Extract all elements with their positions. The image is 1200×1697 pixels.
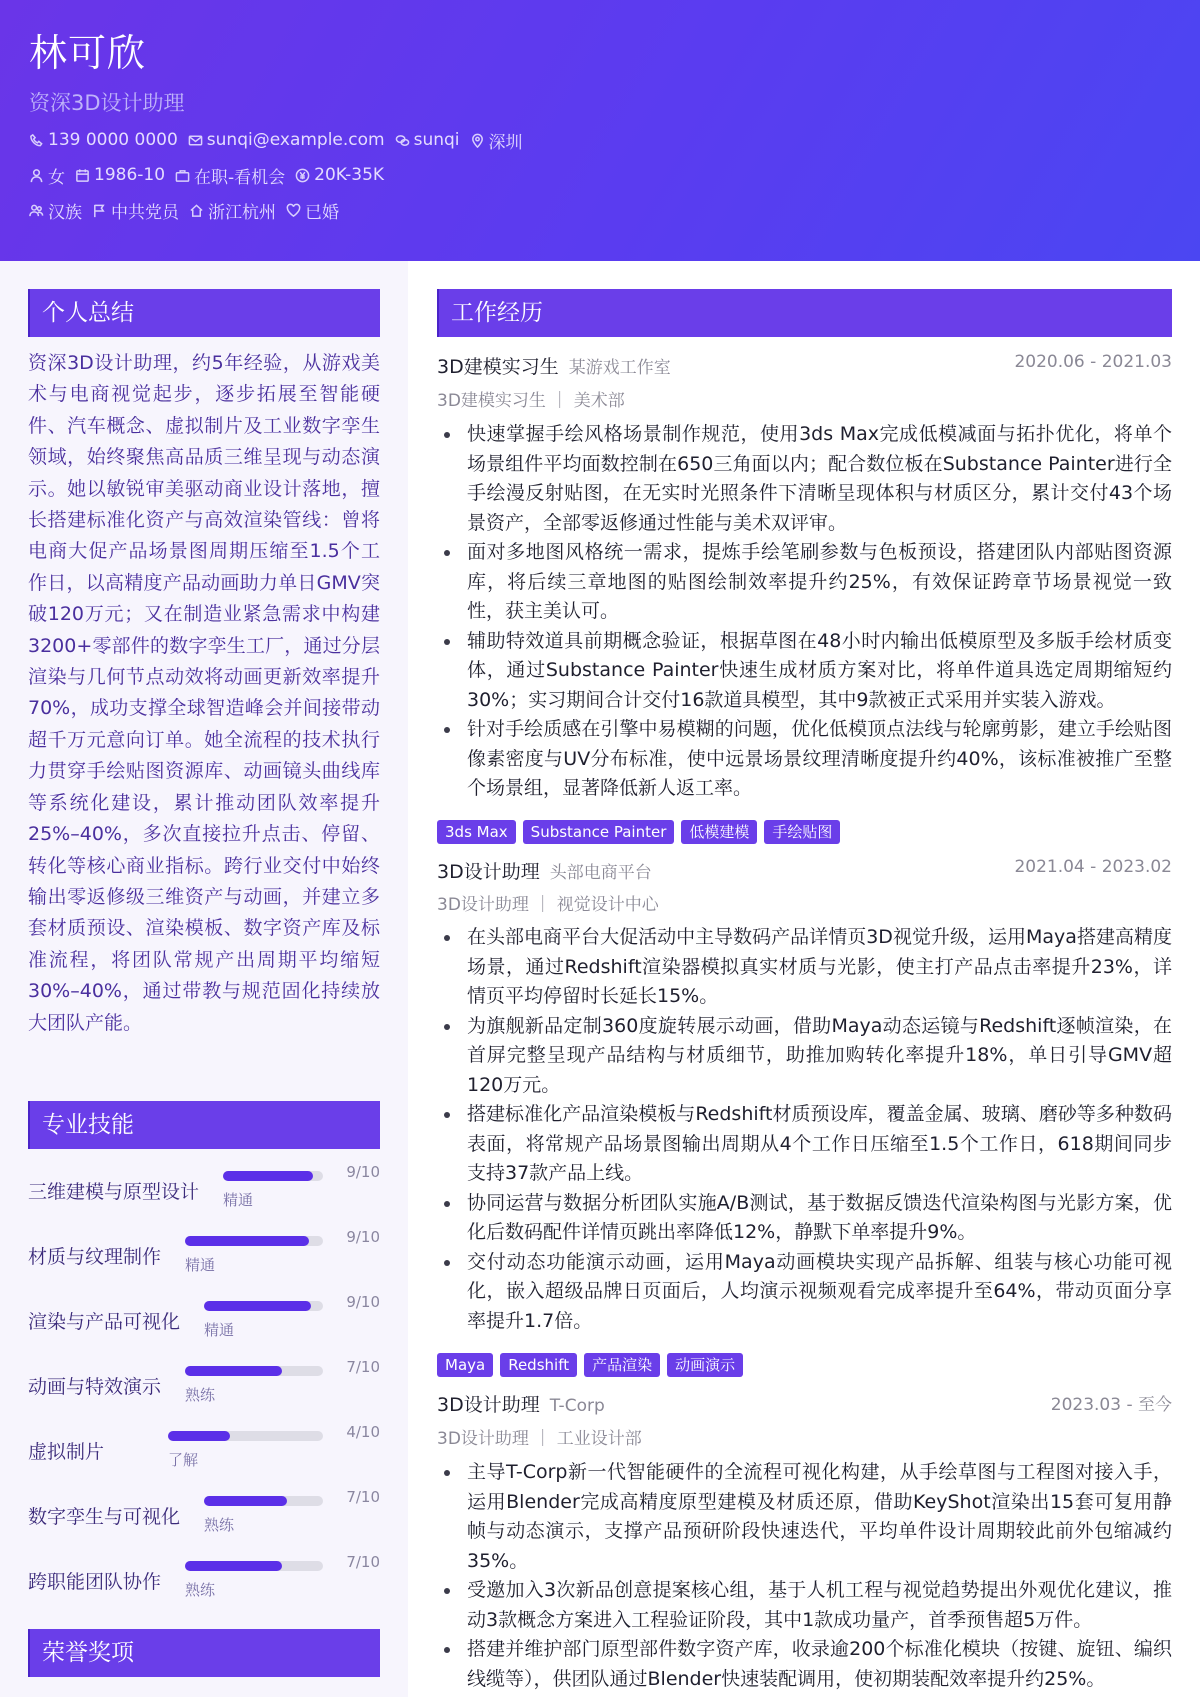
candidate-title: 资深3D设计助理 — [29, 91, 185, 115]
experience-heading: 工作经历 — [437, 289, 1172, 337]
skill-bar-fill — [185, 1366, 282, 1376]
skill-bar-fill — [204, 1301, 311, 1311]
hometown-item — [189, 198, 276, 223]
wechat-icon — [395, 133, 410, 148]
skill-tag: 动画演示 — [667, 1353, 743, 1377]
skill-name: 三维建模与原型设计 — [28, 1181, 200, 1203]
status-text: 在职-看机会 — [194, 167, 286, 188]
job-subtitle: 3D设计助理 ｜ 工业设计部 — [437, 1429, 642, 1449]
skill-level: 熟练 — [185, 1581, 216, 1599]
phone-item[interactable] — [29, 130, 178, 150]
person-icon — [29, 168, 44, 183]
skill-bar — [168, 1431, 323, 1441]
skill-score: 9/10 — [346, 1163, 380, 1181]
job-header — [437, 1390, 1172, 1416]
phone-text: 139 0000 0000 — [48, 130, 178, 150]
job-title: 3D设计助理 — [437, 861, 540, 883]
skill-tag: 低模建模 — [681, 820, 757, 844]
job-tags — [437, 820, 847, 844]
heart-icon — [286, 203, 301, 218]
skill-level: 熟练 — [185, 1386, 216, 1404]
skill-score: 9/10 — [346, 1228, 380, 1246]
skill-bar — [223, 1171, 323, 1181]
skill-tag: 产品渲染 — [584, 1353, 660, 1377]
skill-level: 了解 — [168, 1451, 199, 1469]
job-title: 3D建模实习生 — [437, 356, 559, 378]
job-dates: 2021.04 - 2023.02 — [1014, 857, 1172, 877]
skill-bar-fill — [185, 1561, 282, 1571]
bullet-item: 快速掌握手绘风格场景制作规范，使用3ds Max完成低模减面与拓扑优化，将单个场景组件平均面数控制在650三角面以内；配合数位板在Substance Painter进行全手绘漫反射贴图，在无实时光照条件下清晰呈现体积与材质区分，累计交付43个场景资产，全部零返修通过性能与美术双评审。 — [437, 420, 1172, 538]
job-bullets — [437, 420, 1172, 804]
skill-item — [28, 1228, 380, 1284]
skill-bar — [185, 1236, 323, 1246]
phone-icon — [29, 133, 44, 148]
skill-name: 虚拟制片 — [28, 1441, 105, 1463]
salary-item — [295, 165, 384, 185]
skill-score: 7/10 — [346, 1488, 380, 1506]
job-subtitle: 3D建模实习生 ｜ 美术部 — [437, 391, 625, 411]
gender-item — [29, 163, 65, 188]
job-title: 3D设计助理 — [437, 1394, 540, 1416]
skills-heading: 专业技能 — [28, 1101, 380, 1149]
mail-icon — [188, 133, 203, 148]
job-dates: 2023.03 - 至今 — [1050, 1395, 1172, 1415]
wechat-item[interactable] — [395, 130, 460, 150]
skill-item — [28, 1488, 380, 1544]
bullet-item: 搭建并维护部门原型部件数字资产库，收录逾200个标准化模块（按键、旋钮、编织线缆等），供团队通过Blender快速装配调用，使初期装配效率提升约25%。 — [437, 1635, 1172, 1694]
skill-item — [28, 1423, 380, 1479]
bullet-item: 在头部电商平台大促活动中主导数码产品详情页3D视觉升级，运用Maya搭建高精度场景，通过Redshift渲染器模拟真实材质与光影，使主打产品点击率提升23%，详情页平均停留时长延长15%。 — [437, 923, 1172, 1012]
party-text: 中共党员 — [111, 202, 179, 223]
job-bullets — [437, 923, 1172, 1336]
ethnicity-item — [29, 198, 82, 223]
bullet-item: 受邀加入3次新品创意提案核心组，基于人机工程与视觉趋势提出外观优化建议，推动3款概念方案进入工程验证阶段，其中1款成功量产，首季预售超5万件。 — [437, 1576, 1172, 1635]
job-tags — [437, 1353, 750, 1377]
summary-text: 资深3D设计助理，约5年经验，从游戏美术与电商视觉起步，逐步拓展至智能硬件、汽车概念、虚拟制片及工业数字孪生领域，始终聚焦高品质三维呈现与动态演示。她以敏锐审美驱动商业设计落地，擅长搭建标准化资产与高效渲染管线：曾将电商大促产品场景图周期压缩至1.5个工作日，以高精度产品动画助力单日GMV突破120万元；又在制造业紧急需求中构建3200+零部件的数字孪生工厂，通过分层渲染与几何节点动效将动画更新效率提升70%，成功支撑全球智造峰会并间接带动超千万元意向订单。她全流程的技术执行力贯穿手绘贴图资源库、动画镜头曲线库等系统化建设，累计推动团队效率提升25%–40%，多次直接拉升点击、停留、转化等核心商业指标。跨行业交付中始终输出零返修级三维资产与动画，并建立多套材质预设、渲染模板、数字资产库及标准流程，将团队常规产出周期平均缩短30%–40%，通过带教与规范固化持续放大团队产能。 — [28, 352, 380, 1034]
skill-level: 精通 — [223, 1191, 254, 1209]
skill-level: 熟练 — [204, 1516, 235, 1534]
skill-tag: Maya — [437, 1353, 493, 1377]
bullet-item: 辅助特效道具前期概念验证，根据草图在48小时内输出低模原型及多版手绘材质变体，通过Substance Painter快速生成材质方案对比，将单件道具选定周期缩短约30%；实习期间合计交付16款道具模型，其中9款被正式采用并实装入游戏。 — [437, 627, 1172, 716]
job-subtitle: 3D设计助理 ｜ 视觉设计中心 — [437, 895, 659, 915]
skill-tag: Substance Painter — [523, 820, 675, 844]
bullet-item: 协同运营与数据分析团队实施A/B测试，基于数据反馈迭代渲染构图与光影方案，优化后数码配件详情页跳出率降低12%，静默下单率提升9%。 — [437, 1189, 1172, 1248]
skill-name: 数字孪生与可视化 — [28, 1506, 181, 1528]
background-row — [29, 197, 1171, 223]
awards-heading: 荣誉奖项 — [28, 1629, 380, 1677]
skill-name: 材质与纹理制作 — [28, 1246, 162, 1268]
job-company: T-Corp — [549, 1396, 605, 1416]
email-item[interactable] — [188, 130, 385, 150]
contact-row — [29, 127, 1171, 153]
skill-item — [28, 1553, 380, 1609]
candidate-name: 林可欣 — [29, 31, 147, 75]
party-item — [92, 198, 179, 223]
personal-row — [29, 162, 1171, 188]
bullet-item: 搭建标准化产品渲染模板与Redshift材质预设库，覆盖金属、玻璃、磨砂等多种数码表面，将常规产品场景图输出周期从4个工作日压缩至1.5个工作日，618期间同步支持37款产品上线。 — [437, 1100, 1172, 1189]
skill-level: 精通 — [185, 1256, 216, 1274]
birth-text: 1986-10 — [94, 165, 166, 185]
salary-text: 20K-35K — [314, 165, 385, 185]
briefcase-icon — [175, 168, 190, 183]
birth-item — [75, 165, 165, 185]
calendar-icon — [75, 168, 90, 183]
skill-bar — [204, 1301, 323, 1311]
skill-score: 9/10 — [346, 1293, 380, 1311]
skill-name: 渲染与产品可视化 — [28, 1311, 181, 1333]
skill-item — [28, 1358, 380, 1414]
job-header — [437, 857, 1172, 883]
skill-level: 精通 — [204, 1321, 235, 1339]
skill-bar-fill — [204, 1496, 287, 1506]
job-company: 头部电商平台 — [549, 863, 652, 883]
skill-score: 7/10 — [346, 1358, 380, 1376]
skill-bar — [204, 1496, 323, 1506]
skill-item — [28, 1293, 380, 1349]
job-dates: 2020.06 - 2021.03 — [1014, 352, 1172, 372]
skill-bar — [185, 1561, 323, 1571]
home-icon — [189, 203, 204, 218]
people-icon — [29, 203, 44, 218]
location-pin-icon — [470, 133, 485, 148]
city-text: 深圳 — [488, 132, 523, 153]
bullet-item: 面对多地图风格统一需求，提炼手绘笔刷参数与色板预设，搭建团队内部贴图资源库，将后续三章地图的贴图绘制效率提升约25%，有效保证跨章节场景视觉一致性，获主美认可。 — [437, 538, 1172, 627]
status-item — [175, 163, 285, 188]
city-item — [470, 128, 523, 153]
flag-icon — [92, 203, 107, 218]
job-bullets — [437, 1458, 1172, 1694]
skill-bar — [185, 1366, 323, 1376]
skill-bar-fill — [223, 1171, 313, 1181]
skill-name: 动画与特效演示 — [28, 1376, 162, 1398]
yuan-coin-icon — [295, 168, 310, 183]
skill-score: 4/10 — [346, 1423, 380, 1441]
bullet-item: 交付动态功能演示动画，运用Maya动画模块实现产品拆解、组装与核心功能可视化，嵌入超级品牌日页面后，人均演示视频观看完成率提升至64%，带动页面分享率提升1.7倍。 — [437, 1248, 1172, 1337]
summary-heading: 个人总结 — [28, 289, 380, 337]
skill-score: 7/10 — [346, 1553, 380, 1571]
skill-name: 跨职能团队协作 — [28, 1571, 162, 1593]
skill-tag: Redshift — [500, 1353, 577, 1377]
skill-bar-fill — [168, 1431, 230, 1441]
email-text: sunqi@example.com — [206, 130, 385, 150]
job-header — [437, 352, 1172, 378]
wechat-text: sunqi — [413, 130, 460, 150]
ethnicity-text: 汉族 — [48, 202, 82, 223]
skill-item — [28, 1163, 380, 1219]
gender-text: 女 — [48, 167, 65, 188]
skill-tag: 手绘贴图 — [764, 820, 840, 844]
skill-bar-fill — [185, 1236, 309, 1246]
bullet-item: 主导T-Corp新一代智能硬件的全流程可视化构建，从手绘草图与工程图对接入手，运用Blender完成高精度原型建模及材质还原，借助KeyShot渲染出15套可复用静帧与动态演示，支撑产品预研阶段快速迭代，平均单件设计周期较此前外包缩减约35%。 — [437, 1458, 1172, 1576]
marital-item — [286, 198, 339, 223]
job-company: 某游戏工作室 — [568, 358, 671, 378]
bullet-item: 为旗舰新品定制360度旋转展示动画，借助Maya动态运镜与Redshift逐帧渲染，在首屏完整呈现产品结构与材质细节，助推加购转化率提升18%，单日引导GMV超120万元。 — [437, 1012, 1172, 1101]
sidebar — [0, 261, 408, 1697]
bullet-item: 针对手绘质感在引擎中易模糊的问题，优化低模顶点法线与轮廓剪影，建立手绘贴图像素密度与UV分布标准，使中远景场景纹理清晰度提升约40%，该标准被推广至整个场景组，显著降低新人返工率。 — [437, 715, 1172, 804]
skill-tag: 3ds Max — [437, 820, 516, 844]
marital-text: 已婚 — [305, 202, 339, 223]
hometown-text: 浙江杭州 — [208, 202, 276, 223]
resume-header — [0, 0, 1200, 261]
